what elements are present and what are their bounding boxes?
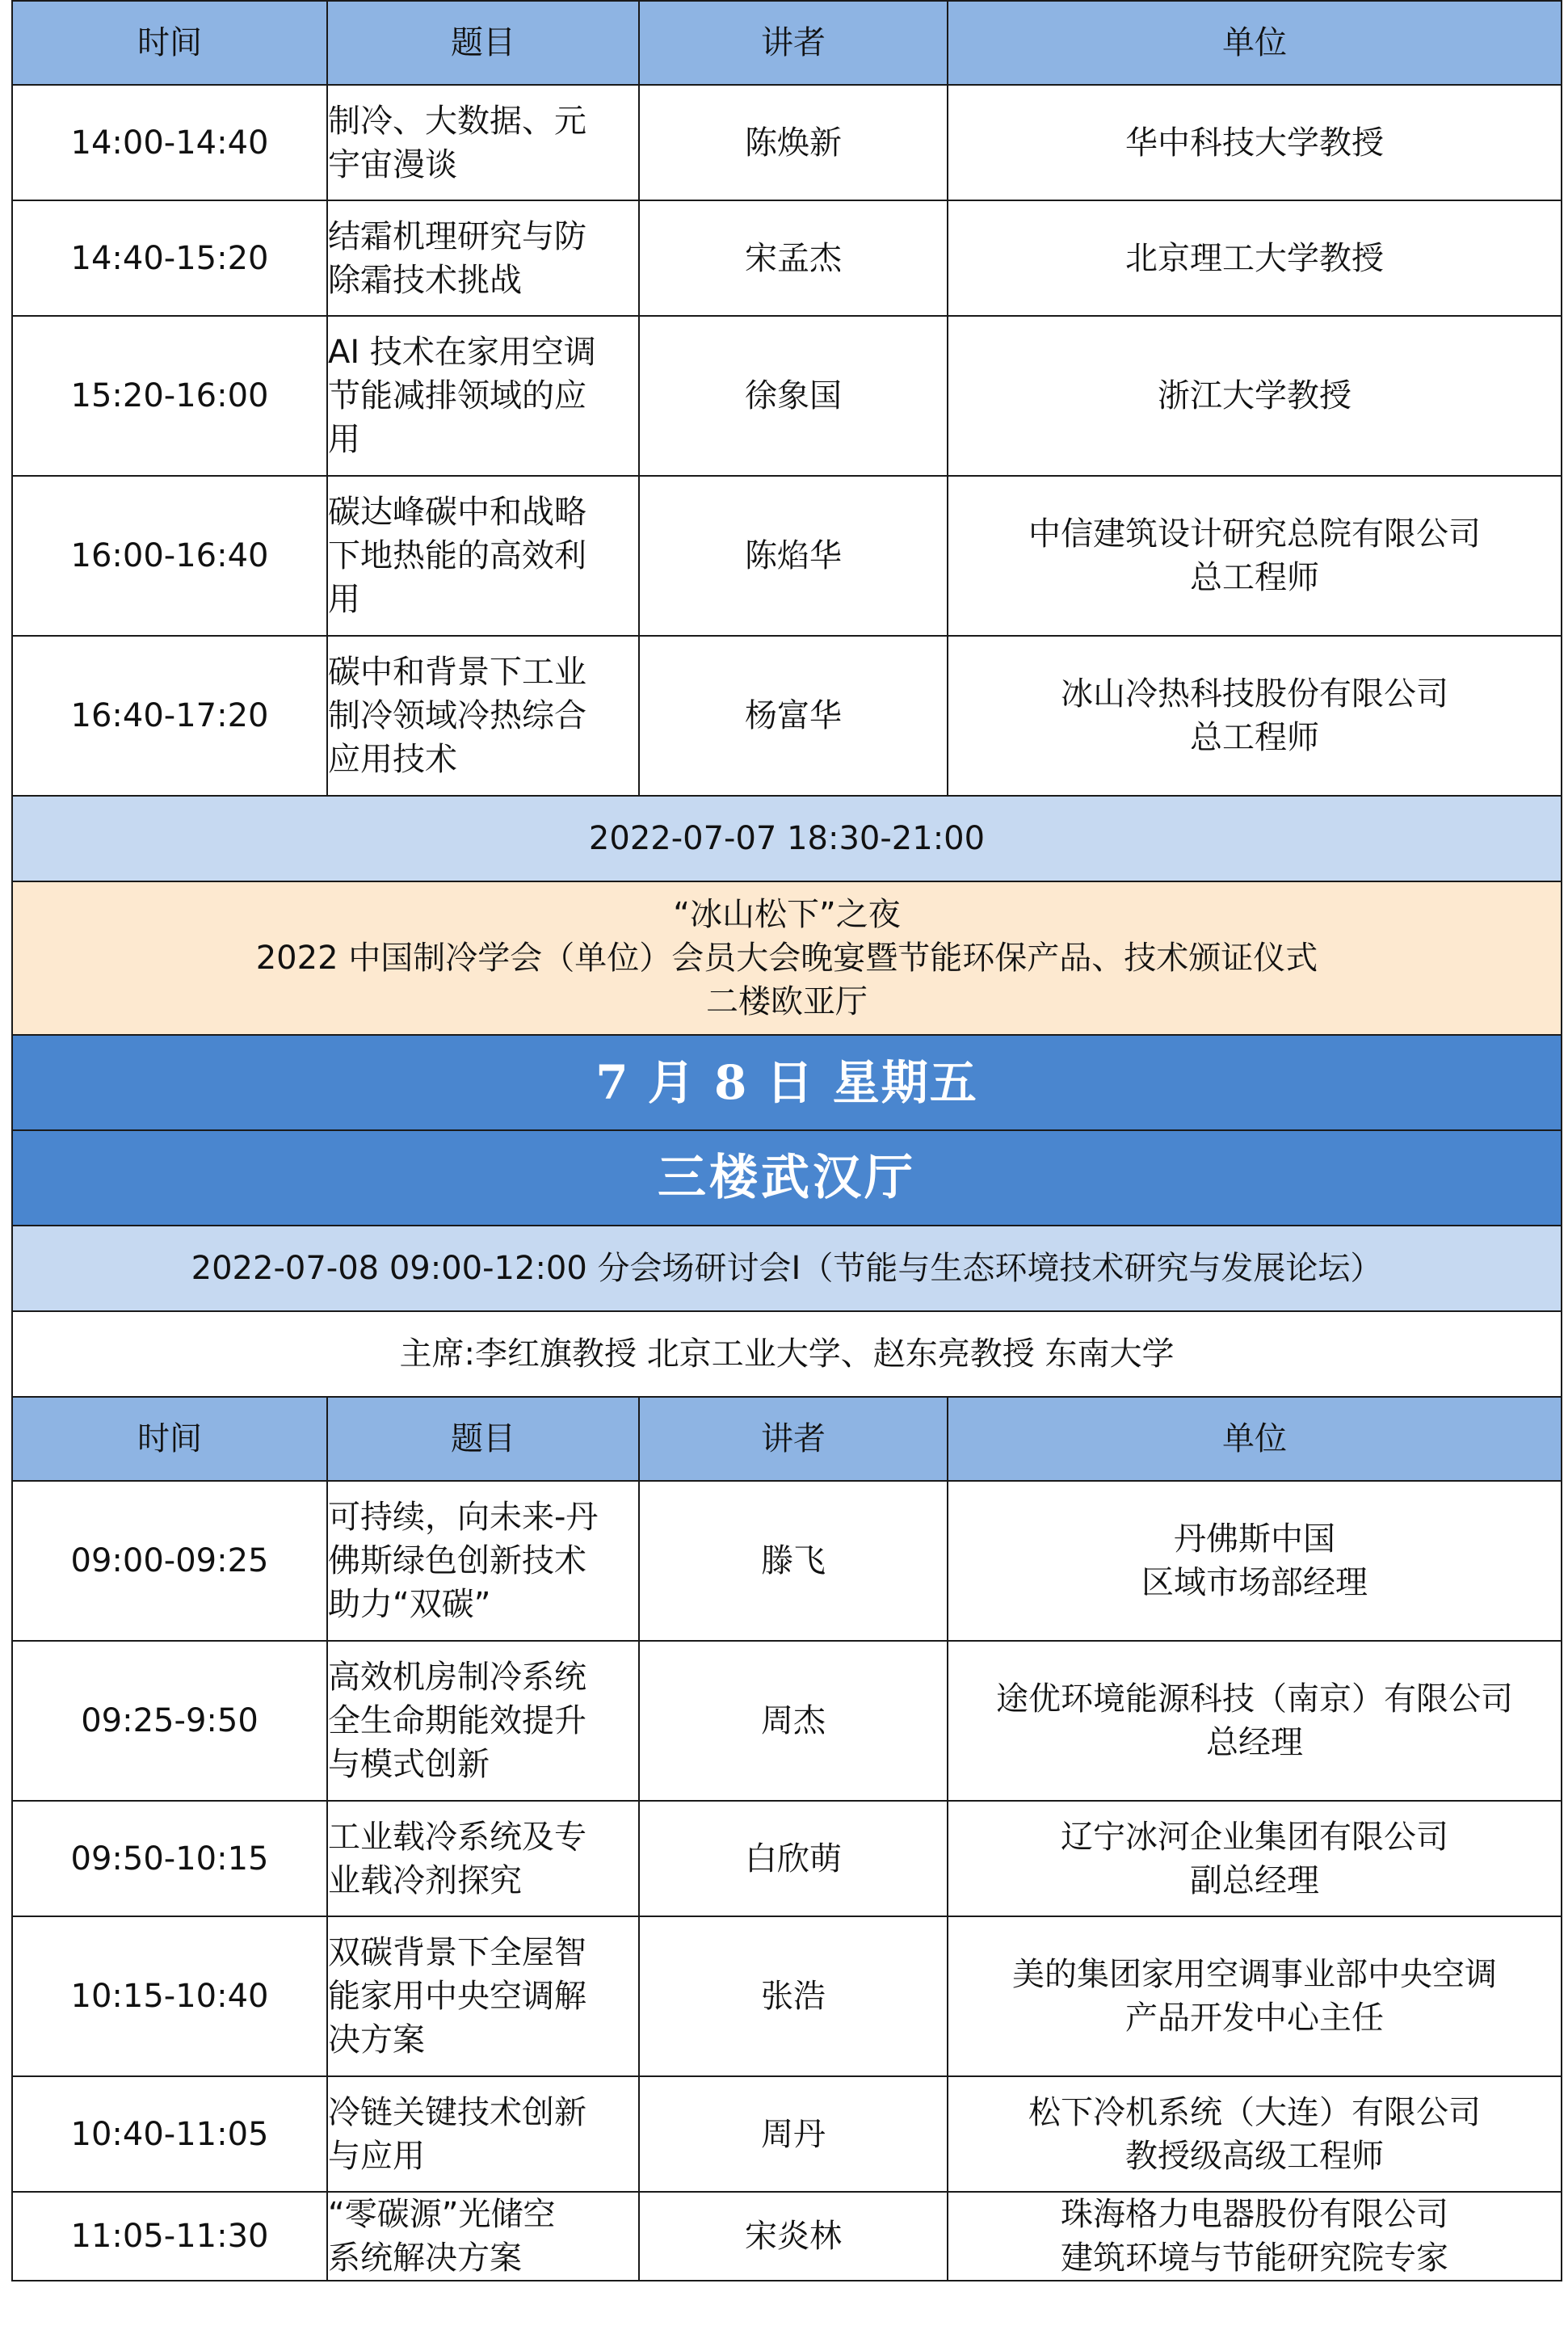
table-row: [12, 1916, 1562, 2076]
talk-time: 09:25-9:50: [12, 1641, 327, 1801]
talk-time: 14:00-14:40: [12, 85, 327, 200]
talk-time: 16:00-16:40: [12, 476, 327, 636]
table-row: [12, 316, 1562, 476]
talk-time: 09:50-10:15: [12, 1801, 327, 1916]
talk-unit: 华中科技大学教授: [948, 85, 1562, 200]
header-unit: 单位: [948, 1397, 1562, 1481]
talk-unit: 途优环境能源科技（南京）有限公司 总经理: [948, 1641, 1562, 1801]
table-row: [12, 476, 1562, 636]
day-banner: 7 月 8 日 星期五: [12, 1035, 1562, 1130]
talk-title: AI 技术在家用空调 节能减排领域的应 用: [327, 316, 639, 476]
talk-title: 双碳背景下全屋智 能家用中央空调解 决方案: [327, 1916, 639, 2076]
talk-unit: 美的集团家用空调事业部中央空调 产品开发中心主任: [948, 1916, 1562, 2076]
talk-speaker: 宋孟杰: [639, 200, 948, 316]
table-row: [12, 1801, 1562, 1916]
header-unit: 单位: [948, 1, 1562, 85]
talk-speaker: 张浩: [639, 1916, 948, 2076]
table-row: [12, 200, 1562, 316]
evening-event-name: “冰山松下”之夜: [673, 896, 901, 933]
talk-title: 碳达峰碳中和战略 下地热能的高效利 用: [327, 476, 639, 636]
table-row: [12, 1481, 1562, 1641]
talk-time: 10:15-10:40: [12, 1916, 327, 2076]
talk-speaker: 陈焰华: [639, 476, 948, 636]
talk-time: 09:00-09:25: [12, 1481, 327, 1641]
talk-speaker: 杨富华: [639, 636, 948, 796]
talk-unit: 冰山冷热科技股份有限公司 总工程师: [948, 636, 1562, 796]
table-row: [12, 2076, 1562, 2192]
talk-speaker: 周杰: [639, 1641, 948, 1801]
table-row: [12, 85, 1562, 200]
evening-datetime-row: [12, 796, 1562, 881]
talk-title: 可持续，向未来-丹 佛斯绿色创新技术 助力“双碳”: [327, 1481, 639, 1641]
evening-event: [12, 881, 1562, 1035]
talk-time: 15:20-16:00: [12, 316, 327, 476]
header-title: 题目: [327, 1397, 639, 1481]
session-chair-row: [12, 1311, 1562, 1397]
evening-event-description: 2022 中国制冷学会（单位）会员大会晚宴暨节能环保产品、技术颁证仪式: [255, 940, 1318, 977]
talk-unit: 珠海格力电器股份有限公司 建筑环境与节能研究院专家: [948, 2192, 1562, 2281]
talk-time: 16:40-17:20: [12, 636, 327, 796]
evening-event-venue: 二楼欧亚厅: [706, 983, 868, 1020]
header-speaker: 讲者: [639, 1397, 948, 1481]
talk-speaker: 周丹: [639, 2076, 948, 2192]
talk-title: 高效机房制冷系统 全生命期能效提升 与模式创新: [327, 1641, 639, 1801]
talk-unit: 辽宁冰河企业集团有限公司 副总经理: [948, 1801, 1562, 1916]
table-row: [12, 2192, 1562, 2281]
talk-speaker: 宋炎林: [639, 2192, 948, 2281]
header-title: 题目: [327, 1, 639, 85]
session-chair: 主席:李红旗教授 北京工业大学、赵东亮教授 东南大学: [12, 1311, 1562, 1397]
schedule-page: [11, 0, 1561, 2281]
schedule-table: [11, 0, 1562, 2281]
talk-speaker: 滕飞: [639, 1481, 948, 1641]
hall-banner: 三楼武汉厅: [12, 1130, 1562, 1226]
day-banner-row: [12, 1035, 1562, 1130]
talk-speaker: 徐象国: [639, 316, 948, 476]
talk-unit: 北京理工大学教授: [948, 200, 1562, 316]
talk-time: 14:40-15:20: [12, 200, 327, 316]
header-time: 时间: [12, 1397, 327, 1481]
talk-speaker: 白欣萌: [639, 1801, 948, 1916]
evening-event-row: [12, 881, 1562, 1035]
evening-datetime: 2022-07-07 18:30-21:00: [12, 796, 1562, 881]
session-title-row: [12, 1226, 1562, 1311]
table-header-row: [12, 1397, 1562, 1481]
talk-title: 结霜机理研究与防 除霜技术挑战: [327, 200, 639, 316]
talk-speaker: 陈焕新: [639, 85, 948, 200]
talk-unit: 丹佛斯中国 区域市场部经理: [948, 1481, 1562, 1641]
talk-title: 碳中和背景下工业 制冷领域冷热综合 应用技术: [327, 636, 639, 796]
header-time: 时间: [12, 1, 327, 85]
talk-title: 工业载冷系统及专 业载冷剂探究: [327, 1801, 639, 1916]
talk-title: 冷链关键技术创新 与应用: [327, 2076, 639, 2192]
session-title: 2022-07-08 09:00-12:00 分会场研讨会Ⅰ（节能与生态环境技术研究与发展论坛）: [12, 1226, 1562, 1311]
table-row: [12, 1641, 1562, 1801]
talk-title: “零碳源”光储空 系统解决方案: [327, 2192, 639, 2281]
talk-unit: 浙江大学教授: [948, 316, 1562, 476]
talk-time: 10:40-11:05: [12, 2076, 327, 2192]
header-speaker: 讲者: [639, 1, 948, 85]
talk-title: 制冷、大数据、元 宇宙漫谈: [327, 85, 639, 200]
table-header-row: [12, 1, 1562, 85]
talk-unit: 松下冷机系统（大连）有限公司 教授级高级工程师: [948, 2076, 1562, 2192]
hall-banner-row: [12, 1130, 1562, 1226]
table-row: [12, 636, 1562, 796]
talk-unit: 中信建筑设计研究总院有限公司 总工程师: [948, 476, 1562, 636]
talk-time: 11:05-11:30: [12, 2192, 327, 2281]
